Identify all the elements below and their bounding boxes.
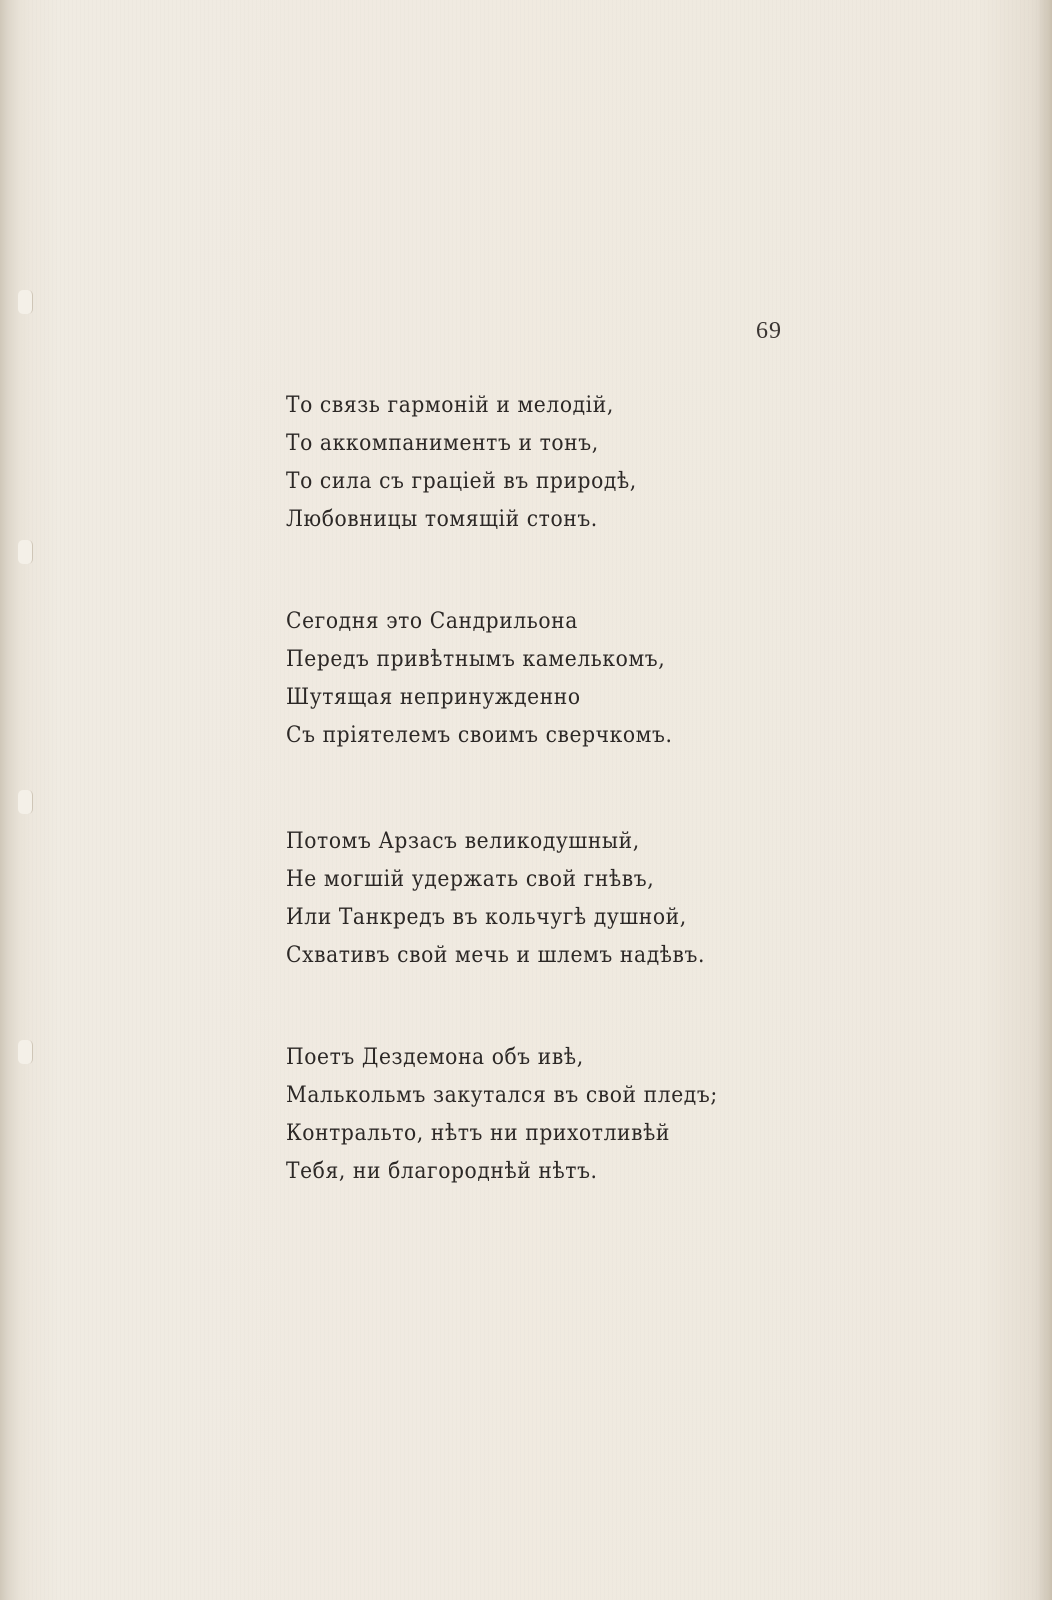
verse-line: Или Танкредъ въ кольчугѣ душной, xyxy=(286,904,687,930)
verse-line: То сила съ граціей въ природѣ, xyxy=(286,468,637,494)
stanza xyxy=(286,602,906,754)
stanza xyxy=(286,386,906,538)
verse-line: То связь гармоній и мелодій, xyxy=(286,392,614,418)
stitch-mark xyxy=(18,290,33,314)
verse-line: Схвативъ свой мечь и шлемъ надѣвъ. xyxy=(286,942,706,968)
verse-line: Не могшій удержать свой гнѣвъ, xyxy=(286,866,655,892)
verse-line: Малькольмъ закутался въ свой пледъ; xyxy=(286,1082,718,1108)
verse-line: Любовницы томящій стонъ. xyxy=(286,506,598,532)
verse-line: Поетъ Дездемона объ ивѣ, xyxy=(286,1044,584,1070)
stanza xyxy=(286,1038,906,1190)
verse-line: Передъ привѣтнымъ камелькомъ, xyxy=(286,646,666,672)
page-number: 69 xyxy=(756,318,782,344)
verse-line: Контральто, нѣтъ ни прихотливѣй xyxy=(286,1120,671,1146)
stitch-mark xyxy=(18,540,33,564)
stanza xyxy=(286,822,906,974)
verse-line: То аккомпаниментъ и тонъ, xyxy=(286,430,599,456)
stitch-mark xyxy=(18,790,33,814)
verse-line: Сегодня это Сандрильона xyxy=(286,608,578,634)
verse-line: Съ пріятелемъ своимъ сверчкомъ. xyxy=(286,722,673,748)
book-spine xyxy=(0,0,30,1600)
stitch-mark xyxy=(18,1040,33,1064)
verse-line: Потомъ Арзасъ великодушный, xyxy=(286,828,640,854)
page-edge xyxy=(1038,0,1052,1600)
verse-line: Шутящая непринужденно xyxy=(286,684,581,710)
verse-line: Тебя, ни благороднѣй нѣтъ. xyxy=(286,1158,598,1184)
